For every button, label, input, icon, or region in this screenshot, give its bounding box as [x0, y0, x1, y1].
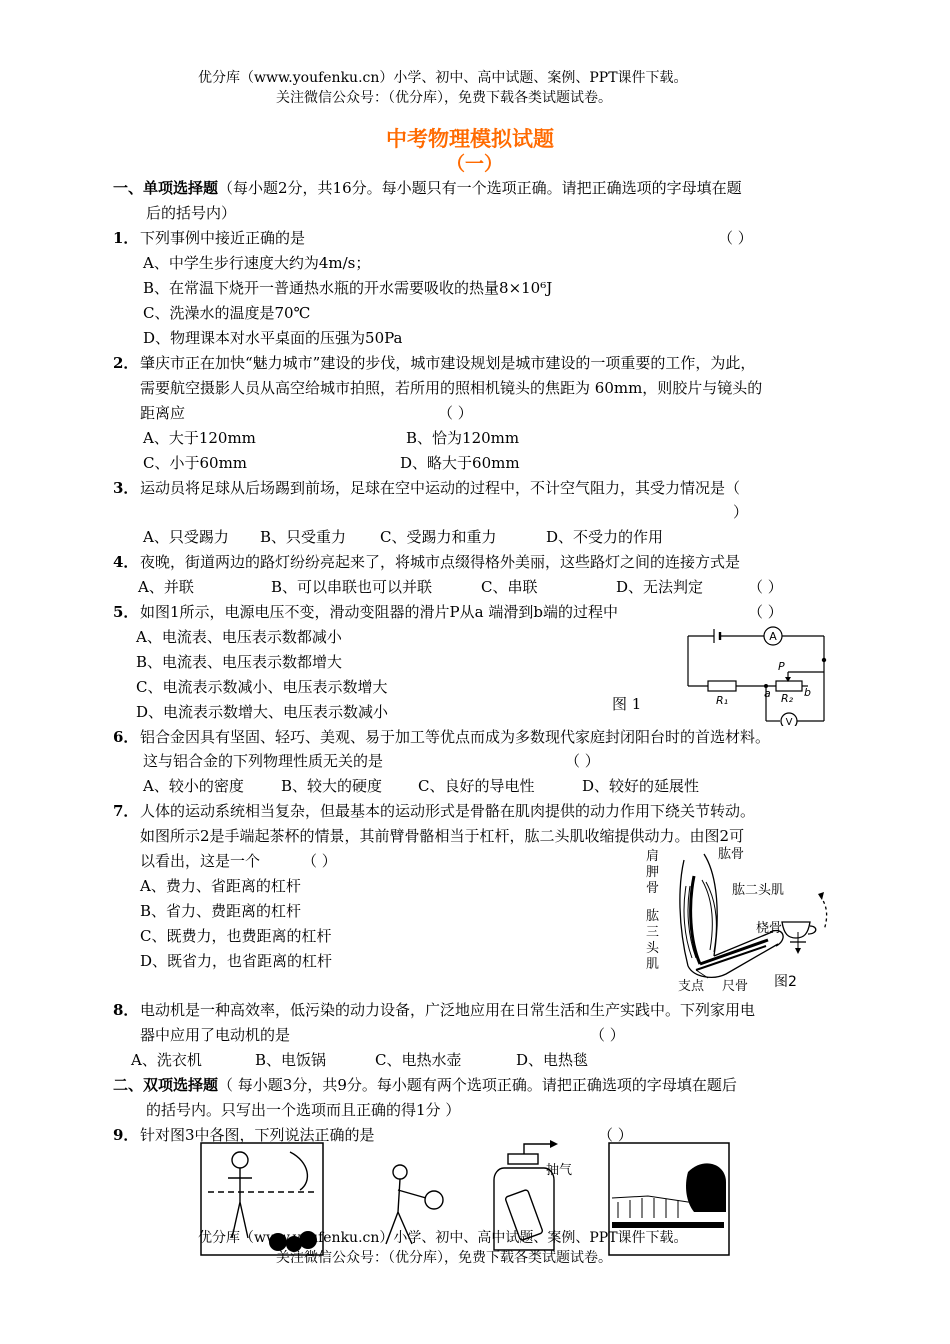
q2-option-a: A、大于120mm — [143, 429, 256, 447]
humerus-bone — [691, 876, 700, 964]
end-a-label: a — [764, 687, 771, 700]
section2-note-2: 的括号内。只写出一个选项而且正确的得1分 ） — [146, 1101, 461, 1119]
figure-1-label: 图 1 — [612, 695, 642, 713]
q4-number: 4． — [113, 553, 139, 571]
page-subtitle: （一） — [446, 153, 504, 175]
q7-line-2: 如图所示2是手端起茶杯的情景，其前臂骨骼相当于杠杆，肱二头肌收缩提供动力。由图2可 — [140, 827, 745, 845]
q7-option-b: B、省力、费距离的杠杆 — [140, 902, 302, 920]
q2-line-1: 肇庆市正在加快“魅力城市”建设的步伐，城市建设规划是城市建设的一项重要的工作，为此， — [140, 354, 756, 372]
q2-answer-paren: （ ） — [438, 404, 473, 422]
q8-line-1: 电动机是一种高效率，低污染的动力设备，广泛地应用在日常生活和生产实践中。下列家用电 — [140, 1001, 756, 1019]
q7-option-c: C、既费力，也费距离的杠杆 — [140, 927, 332, 945]
q4-option-d: D、无法判定 — [616, 578, 704, 596]
q1-option-d: D、物理课本对水平桌面的压强为50Pa — [143, 329, 403, 347]
q2-option-d: D、略大于60mm — [400, 454, 520, 472]
weight-arrow-head — [795, 948, 801, 954]
figure-2-arm — [644, 846, 830, 996]
q5-option-a: A、电流表、电压表示数都减小 — [136, 628, 342, 646]
q4-option-b: B、可以串联也可以并联 — [271, 578, 433, 596]
bridge-pillars — [618, 1198, 678, 1218]
q5-option-c: C、电流表示数减小、电压表示数增大 — [136, 678, 388, 696]
q9-stem: 针对图3中各图，下列说法正确的是 — [140, 1126, 375, 1144]
figure-1-circuit — [684, 626, 830, 726]
q6-option-a: A、较小的密度 — [143, 777, 244, 795]
q4-stem: 夜晚，街道两边的路灯纷纷亮起来了，将城市点缀得格外美丽，这些路灯之间的连接方式是 — [140, 553, 741, 571]
q3-option-b: B、只受重力 — [260, 528, 347, 546]
motion-arrow — [820, 896, 827, 930]
pump-arrow-head — [550, 1140, 558, 1148]
footer-line-1: 优分库（www.youfenku.cn）小学、初中、高中试题、案例、PPT课件下载。 — [198, 1230, 688, 1246]
biceps-label: 肱二头肌 — [732, 883, 785, 898]
scapula-label-2: 胛 — [646, 865, 660, 880]
q6-option-b: B、较大的硬度 — [281, 777, 383, 795]
q6-option-c: C、良好的导电性 — [418, 777, 535, 795]
tree-icon — [290, 1152, 307, 1190]
humerus-label: 肱骨 — [718, 847, 745, 862]
q3-line-2: ） — [733, 503, 749, 521]
tree-icon — [686, 1163, 726, 1212]
junction-dot — [822, 658, 826, 662]
q2-option-c: C、小于60mm — [143, 454, 248, 472]
voltmeter-label: V — [785, 717, 793, 726]
q1-answer-paren: （ ） — [718, 229, 753, 247]
q9-answer-paren: （ ） — [598, 1126, 633, 1144]
q4-option-c: C、串联 — [481, 578, 538, 596]
r2-label: R₂ — [781, 692, 794, 705]
rheostat-r2-icon — [776, 681, 802, 691]
header-line-1: 优分库（www.youfenku.cn）小学、初中、高中试题、案例、PPT课件下载。 — [198, 70, 688, 86]
q6-line-2: 这与铝合金的下列物理性质无关的是 — [143, 752, 384, 770]
section1-note-2: 后的括号内） — [146, 204, 237, 222]
q6-number: 6． — [113, 728, 139, 746]
q8-option-a: A、洗衣机 — [131, 1051, 202, 1069]
page-title: 中考物理模拟试题 — [386, 127, 554, 151]
r1-label: R₁ — [716, 694, 729, 707]
q7-option-d: D、既省力，也省距离的杠杆 — [140, 952, 333, 970]
resistor-r1-icon — [708, 681, 736, 691]
q2-number: 2． — [113, 354, 139, 372]
q5-number: 5． — [113, 603, 139, 621]
triceps-label-2: 三 — [646, 925, 660, 940]
q2-line-3: 距离应 — [140, 404, 186, 422]
slider-p-label: P — [778, 660, 785, 673]
q1-option-c: C、洗澡水的温度是70℃ — [143, 304, 311, 322]
person-head-icon — [393, 1165, 407, 1179]
jar-lid-icon — [508, 1154, 538, 1164]
q8-line-2: 器中应用了电动机的是 — [140, 1026, 291, 1044]
q1-number: 1． — [113, 229, 139, 247]
q1-option-a: A、中学生步行速度大约为4m/s； — [143, 254, 371, 272]
section2-heading-line — [113, 1075, 737, 1095]
header-line-2: 关注微信公众号：（优分库），免费下载各类试题试卷。 — [276, 90, 612, 106]
triceps-label-3: 头 — [646, 941, 660, 956]
triceps-label-1: 肱 — [646, 909, 660, 924]
q7-answer-paren: （ ） — [302, 852, 337, 870]
q5-option-b: B、电流表、电压表示数都增大 — [136, 653, 343, 671]
q3-option-c: C、受踢力和重力 — [380, 528, 497, 546]
section1-note: （每小题2分，共16分。每小题只有一个选项正确。请把正确选项的字母填在题 — [218, 179, 742, 197]
teacup-icon — [782, 922, 810, 938]
section2-heading: 二、双项选择题 — [113, 1076, 219, 1094]
scapula-label-1: 肩 — [646, 849, 660, 864]
ammeter-label: A — [769, 630, 777, 643]
section1-heading: 一、单项选择题 — [113, 179, 219, 197]
radius-label: 桡骨 — [756, 921, 783, 936]
q1-stem: 下列事例中接近正确的是 — [140, 229, 306, 247]
q8-option-c: C、电热水壶 — [375, 1051, 462, 1069]
q7-option-a: A、费力、省距离的杠杆 — [140, 877, 301, 895]
q4-option-a: A、并联 — [138, 578, 194, 596]
scapula-label-3: 骨 — [646, 881, 660, 896]
q5-stem: 如图1所示，电源电压不变，滑动变阻器的滑片P从a 端滑到b端的过程中 — [140, 603, 618, 621]
q5-option-d: D、电流表示数增大、电压表示数减小 — [136, 703, 389, 721]
q3-number: 3． — [113, 479, 139, 497]
q8-option-d: D、电热毯 — [516, 1051, 589, 1069]
section1-heading-line — [113, 178, 742, 198]
q5-answer-paren: （ ） — [748, 603, 783, 621]
q7-line-1: 人体的运动系统相当复杂，但最基本的运动形式是骨骼在肌肉提供的动力作用下绕关节转动。 — [140, 802, 756, 820]
q9-number: 9． — [113, 1126, 139, 1144]
pump-tube — [524, 1144, 550, 1154]
q4-answer-paren: （ ） — [748, 578, 783, 596]
q3-line-1: 运动员将足球从后场踢到前场，足球在空中运动的过程中，不计空气阻力，其受力情况是（ — [140, 479, 741, 497]
radius-bone — [700, 940, 768, 964]
q6-option-d: D、较好的延展性 — [582, 777, 700, 795]
biceps-muscle — [702, 880, 712, 950]
footer-line-2: 关注微信公众号：（优分库），免费下载各类试题试卷。 — [276, 1250, 612, 1266]
figure-2-label: 图2 — [774, 974, 797, 990]
person-head-icon — [232, 1152, 248, 1168]
q8-answer-paren: （ ） — [590, 1026, 625, 1044]
q2-line-2: 需要航空摄影人员从高空给城市拍照，若所用的照相机镜头的焦距为 60mm，则胶片与镜头的 — [140, 379, 763, 397]
q2-option-b: B、恰为120mm — [406, 429, 520, 447]
magnifier-icon — [425, 1191, 443, 1209]
pump-label: 抽气 — [546, 1163, 573, 1178]
end-b-label: b — [804, 686, 811, 699]
q3-option-d: D、不受力的作用 — [546, 528, 664, 546]
forearm-outline — [688, 944, 778, 977]
q3-option-a: A、只受踢力 — [143, 528, 229, 546]
q6-answer-paren: （ ） — [565, 752, 600, 770]
q6-line-1: 铝合金因具有坚固、轻巧、美观、易于加工等优点而成为多数现代家庭封闭阳台时的首选材料。 — [140, 728, 771, 746]
triceps-label-4: 肌 — [646, 957, 660, 972]
q8-option-b: B、电饭锅 — [255, 1051, 327, 1069]
q7-line-3: 以看出，这是一个 — [140, 852, 261, 870]
q8-number: 8． — [113, 1001, 139, 1019]
ulna-label: 尺骨 — [722, 979, 749, 994]
q1-option-b: B、在常温下烧开一普通热水瓶的开水需要吸收的热量8×10⁶J — [143, 279, 553, 297]
q7-number: 7． — [113, 802, 139, 820]
motion-arrow-head — [818, 892, 824, 900]
pivot-label: 支点 — [678, 979, 705, 994]
section2-note: （ 每小题3分，共9分。每小题有两个选项正确。请把正确选项的字母填在题后 — [218, 1076, 737, 1094]
